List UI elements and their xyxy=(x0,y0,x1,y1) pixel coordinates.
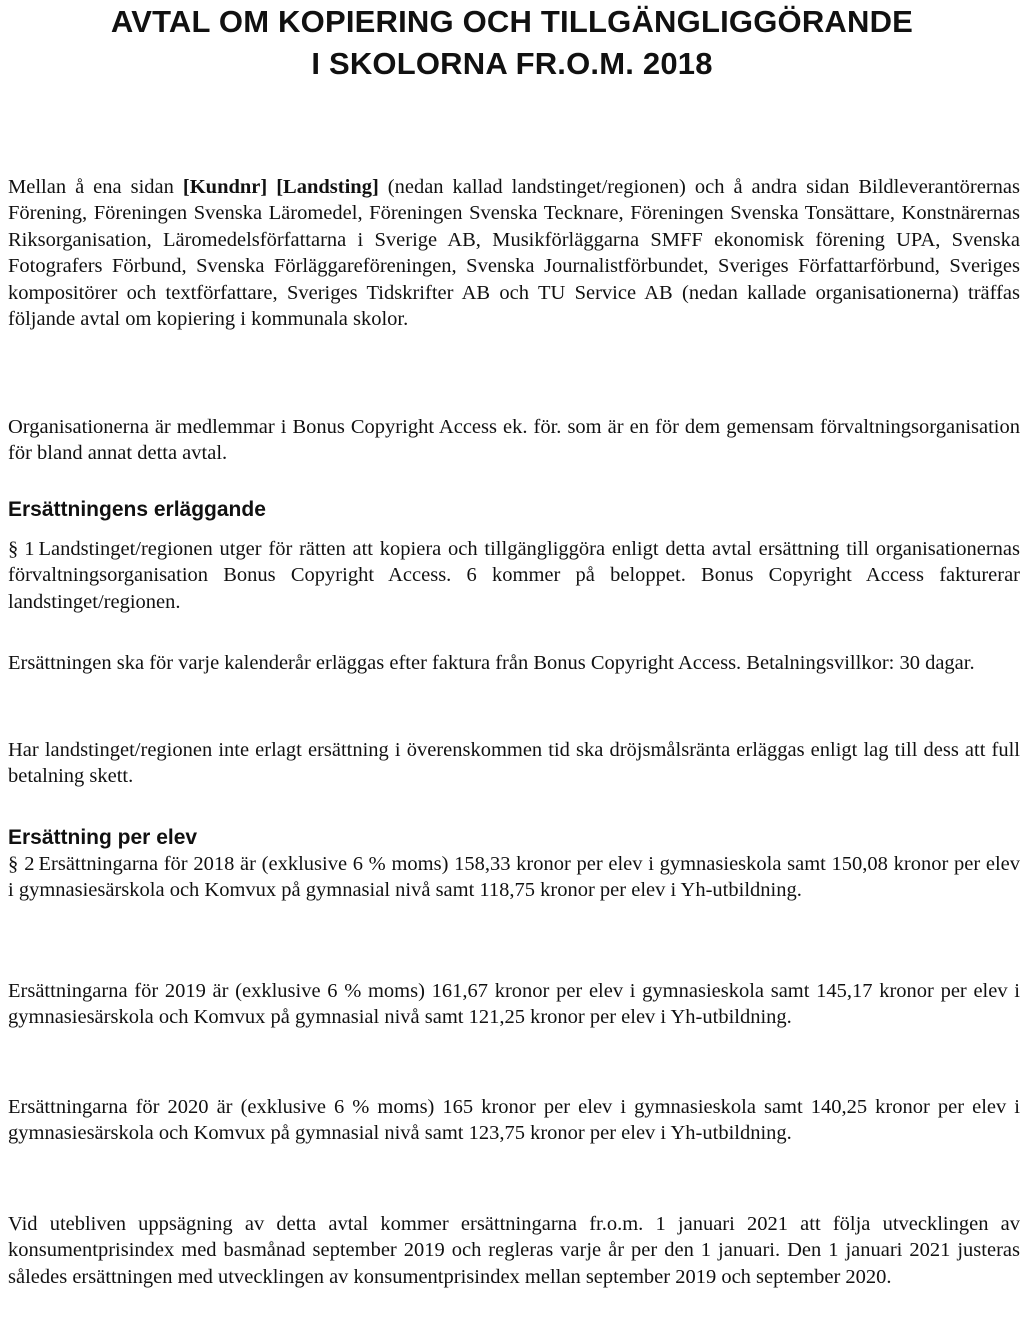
document-title-line-2: I SKOLORNA FR.O.M. 2018 xyxy=(311,46,713,81)
customer-number-placeholder: [Kundnr] xyxy=(182,176,268,198)
index-adjustment-paragraph: Vid utebliven uppsägning av detta avtal kommer ersättningarna fr.o.m. 1 januari 2021 att följa utvecklingen av konsumentprisindex med basmånad september 2019 och regleras varje år per den 1 januari. Den 1 januari 2021 justeras således ersättningen med utvecklingen av konsumentprisindex mellan september 2019 och september 2020. xyxy=(8,1213,1020,1288)
section-symbol: § xyxy=(8,538,19,560)
compensation-2020-paragraph: Ersättningarna för 2020 är (exklusive 6 % moms) 165 kronor per elev i gymnasieskola samt 140,25 kronor per elev i gymnasiesärskola och Komvux på gymnasial nivå samt 123,75 kronor per elev i Yh-utbildning. xyxy=(8,1096,1020,1145)
section-symbol: § xyxy=(8,853,19,875)
section-number: 1 xyxy=(24,538,35,560)
section-2-paragraph xyxy=(8,851,1020,904)
county-placeholder: [Landsting] xyxy=(276,176,379,198)
intro-prefix: Mellan å ena sidan xyxy=(8,176,183,198)
section-1-text: Landstinget/regionen utger för rätten att kopiera och tillgängliggöra enligt detta avtal ersättning till organisationernas förvaltningsorganisation Bonus Copyright Access. 6 kommer på beloppet. Bonus Copyright Access fakturerar landstinget/regionen. xyxy=(8,538,1020,613)
payment-terms-paragraph: Ersättningen ska för varje kalenderår erläggas efter faktura från Bonus Copyright Access. Betalningsvillkor: 30 dagar. xyxy=(8,652,975,674)
intro-rest: (nedan kallad landstinget/regionen) och å andra sidan Bildleverantörernas Förening, Föreningen Svenska Läromedel, Föreningen Svenska Tecknare, Föreningen Svenska Tonsättare, Konstnärernas Riksorganisation, Läromedelsförfattarna i Sverige AB, Musikförläggarna SMFF ekonomisk förening UPA, Svenska Fotografers Förbund, Svenska Förläggareföreningen, Svenska Journalistförbundet, Sveriges Författarförbund, Sveriges kompositörer och textförfattare, Sveriges Tidskrifter AB och TU Service AB (nedan kallade organisationerna) träffas följande avtal om kopiering i kommunala skolor. xyxy=(8,176,1021,331)
late-interest-paragraph: Har landstinget/regionen inte erlagt ersättning i överenskommen tid ska dröjsmålsränta erläggas enligt lag till dess att full betalning skett. xyxy=(8,739,1020,788)
compensation-2019-paragraph: Ersättningarna för 2019 är (exklusive 6 % moms) 161,67 kronor per elev i gymnasieskola samt 145,17 kronor per elev i gymnasiesärskola och Komvux på gymnasial nivå samt 121,25 kronor per elev i Yh-utbildning. xyxy=(8,980,1020,1029)
document-title-line-1: AVTAL OM KOPIERING OCH TILLGÄNGLIGGÖRANDE xyxy=(110,4,914,39)
organisations-paragraph: Organisationerna är medlemmar i Bonus Copyright Access ek. för. som är en för dem gemensam förvaltningsorganisation för bland annat detta avtal. xyxy=(8,416,1020,465)
section-number: 2 xyxy=(24,853,35,875)
section-1-heading: Ersättningens erläggande xyxy=(8,498,266,521)
intro-paragraph xyxy=(8,174,1020,332)
intro-space xyxy=(267,176,276,198)
section-2-text: Ersättningarna för 2018 är (exklusive 6 % moms) 158,33 kronor per elev i gymnasieskola samt 150,08 kronor per elev i gymnasiesärskola och Komvux på gymnasial nivå samt 118,75 kronor per elev i Yh-utbildning. xyxy=(8,853,1020,902)
section-1-paragraph xyxy=(8,536,1020,615)
section-2-heading: Ersättning per elev xyxy=(8,826,198,849)
